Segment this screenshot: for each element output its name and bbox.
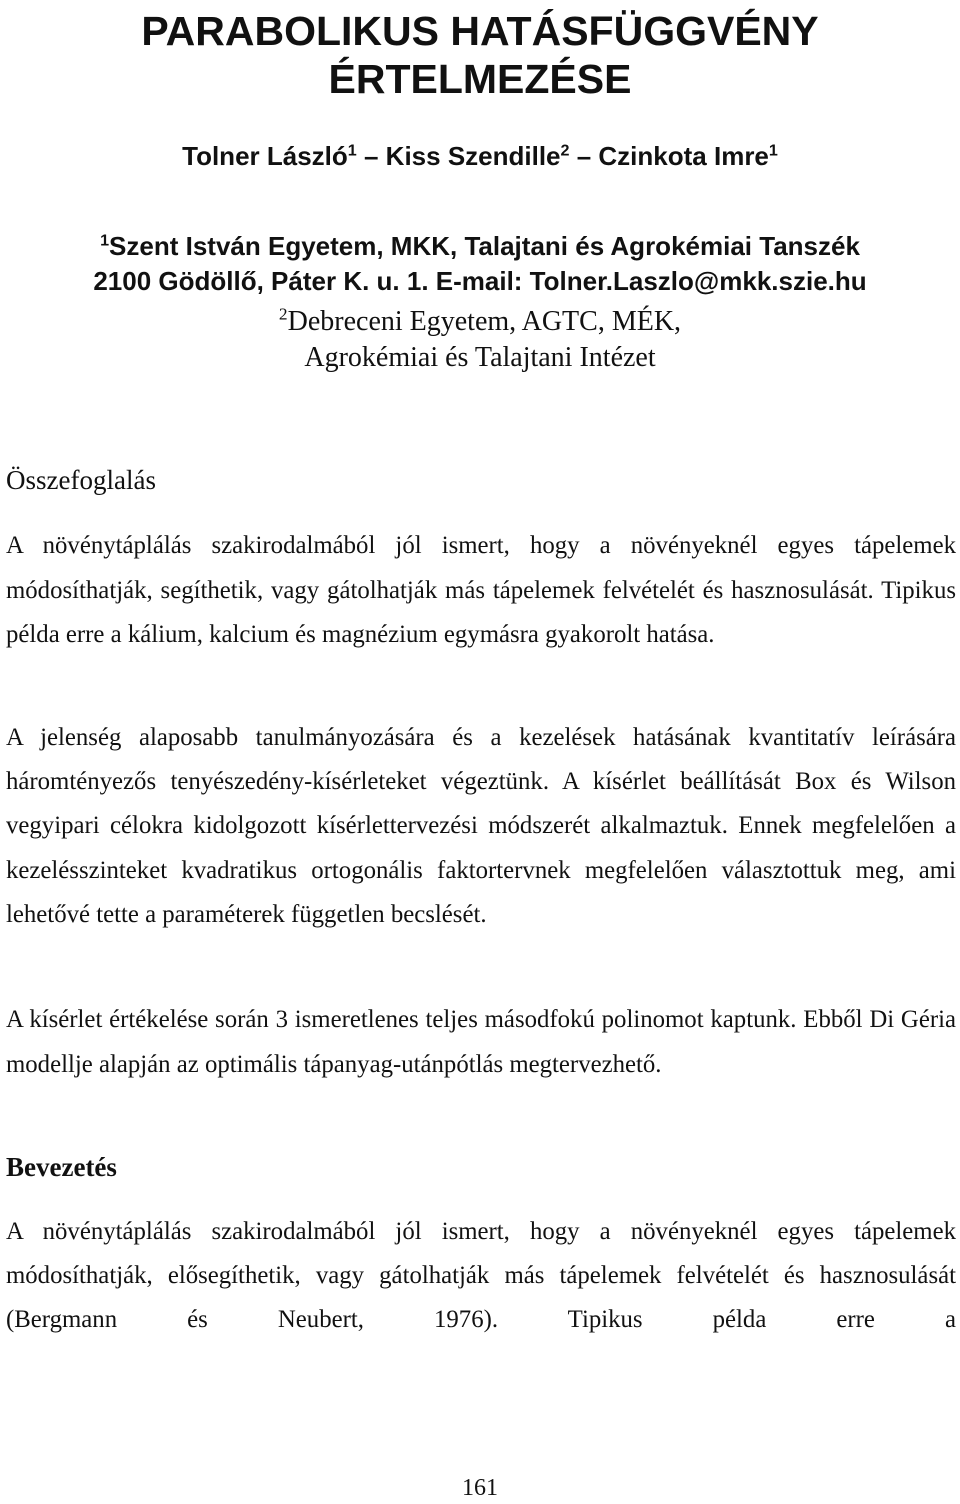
author-separator: – [356,141,386,171]
author-list [0,138,960,174]
author-affiliation-marker: 1 [768,141,778,160]
affiliation-2-line-1 [0,305,960,339]
author-name: Kiss Szendille [385,141,561,171]
introduction-heading: Bevezetés [6,1152,117,1182]
author-affiliation-marker: 1 [347,141,357,160]
author-affiliation-marker: 2 [560,141,570,160]
affiliation-1-text: Szent István Egyetem, MKK, Talajtani és Agrokémiai Tanszék [109,231,860,261]
affiliation-marker: 1 [100,231,110,250]
abstract-paragraph-1: A növénytáplálás szakirodalmából jól ismert, hogy a növényeknél egyes tápelemek módosíthatják, segíthetik, vagy gátolhatják más tápelemek felvételét és hasznosulását. Tipikus példa erre a kálium, kalcium és magnézium egymásra gyakorolt hatása. [6,532,956,648]
author-name: Czinkota Imre [598,141,769,171]
affiliation-1-line-2: 2100 Gödöllő, Páter K. u. 1. E-mail: Tolner.Laszlo@mkk.szie.hu [93,266,867,296]
introduction-paragraph-1: A növénytáplálás szakirodalmából jól ismert, hogy a növényeknél egyes tápelemek módosíthatják, elősegíthetik, vagy gátolhatják más tápelemek felvételét és hasznosulását (Bergmann és Neubert, 1976). Tipikus példa erre a [6,1218,956,1334]
title-line-1: PARABOLIKUS HATÁSFÜGGVÉNY [141,8,819,54]
title-line-2: ÉRTELMEZÉSE [328,56,632,102]
abstract-paragraph-2: A jelenség alaposabb tanulmányozására és a kezelések hatásának kvantitatív leírására háromtényezős tenyészedény-kísérleteket végeztünk. A kísérlet beállítását Box és Wilson vegyipari célokra kidolgozott kísérlettervezési módszerét alkalmaztuk. Ennek megfelelően a kezelésszinteket kvadratikus ortogonális faktortervnek megfelelően választottuk meg, ami lehetővé tette a paraméterek független becslését. [6,724,956,928]
author-name: Tolner László [182,141,348,171]
affiliation-2-text: Debreceni Egyetem, AGTC, MÉK, [287,306,682,337]
page-number: 161 [462,1475,498,1501]
affiliation-1-line-1 [0,229,960,263]
author-separator: – [569,141,599,171]
affiliation-2-line-2: Agrokémiai és Talajtani Intézet [304,342,656,373]
affiliation-marker: 2 [278,304,288,324]
abstract-paragraph-3: A kísérlet értékelése során 3 ismeretlenes teljes másodfokú polinomot kaptunk. Ebből Di Géria modellje alapján az optimális tápanyag-utánpótlás megtervezhető. [6,1006,956,1078]
abstract-heading: Összefoglalás [6,465,156,495]
